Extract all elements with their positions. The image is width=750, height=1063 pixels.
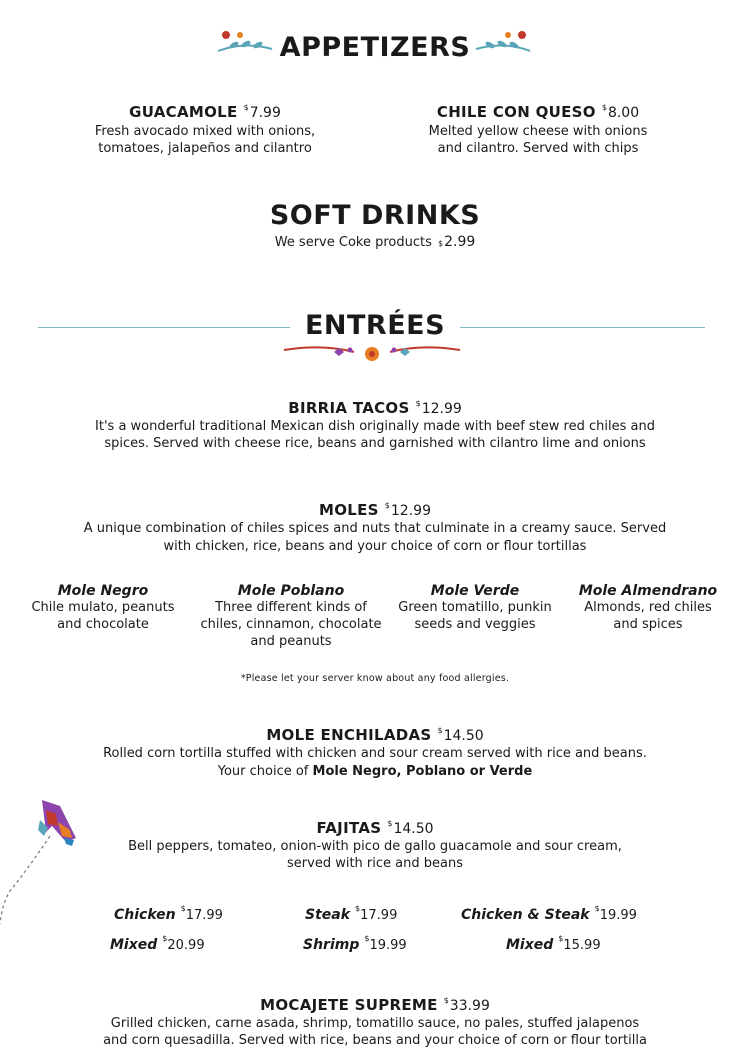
item-name: BIRRIA TACOS bbox=[288, 399, 410, 417]
item-name: MOLE ENCHILADAS bbox=[266, 726, 432, 744]
enchiladas-desc: Rolled corn tortilla stuffed with chicken and sour cream served with rice and beans. bbox=[103, 746, 647, 761]
moles-desc: A unique combination of chiles spices and nuts that culminate in a creamy sauce. Served bbox=[83, 521, 667, 536]
item-desc: Fresh avocado mixed with onions, bbox=[94, 124, 316, 139]
entrees-ornament bbox=[282, 342, 462, 366]
soft-drinks-text: We serve Coke products $2.99 bbox=[274, 234, 476, 250]
mole-type-name: Mole Verde bbox=[430, 583, 520, 599]
item-name: FAJITAS bbox=[316, 819, 382, 837]
fajita-option: Shrimp $19.99 bbox=[303, 934, 407, 953]
mole-type: Mole Negro Chile mulato, peanuts and chocolate bbox=[22, 583, 184, 633]
mole-type-name: Mole Negro bbox=[57, 583, 149, 599]
item-price: 12.99 bbox=[390, 503, 431, 519]
fajita-option: Mixed $20.99 bbox=[110, 934, 205, 953]
moles-title: MOLES $12.99 bbox=[319, 501, 431, 519]
appetizers-right-ornament bbox=[474, 27, 534, 57]
enchiladas-title: MOLE ENCHILADAS $14.50 bbox=[266, 726, 484, 744]
mocajete-title: MOCAJETE SUPREME $33.99 bbox=[260, 996, 490, 1014]
birria-desc: It's a wonderful traditional Mexican dish originally made with beef stew red chiles and bbox=[95, 419, 655, 434]
item-desc: Melted yellow cheese with onions bbox=[428, 124, 648, 139]
birria-title: BIRRIA TACOS $12.99 bbox=[288, 399, 462, 417]
item-price: 14.50 bbox=[393, 821, 434, 837]
fajita-option: Chicken $17.99 bbox=[114, 904, 223, 923]
item-price: 7.99 bbox=[249, 105, 281, 121]
entrees-heading: ENTRÉES bbox=[304, 310, 446, 341]
item-price: 14.50 bbox=[443, 728, 484, 744]
appetizer-item: CHILE CON QUESO $8.00 Melted yellow cheese with onions and cilantro. Served with chips bbox=[393, 102, 683, 157]
fajita-option: Mixed $15.99 bbox=[506, 934, 601, 953]
fajitas-title: FAJITAS $14.50 bbox=[316, 819, 434, 837]
soft-drinks-price: 2.99 bbox=[444, 234, 476, 250]
item-price: 12.99 bbox=[421, 401, 462, 417]
moles-desc: with chicken, rice, beans and your choice of corn or flour tortillas bbox=[163, 539, 587, 554]
appetizers-heading: APPETIZERS bbox=[279, 32, 471, 63]
mole-type: Mole Poblano Three different kinds of chiles, cinnamon, chocolate and peanuts bbox=[195, 583, 387, 650]
soft-drinks-heading: SOFT DRINKS bbox=[269, 200, 481, 231]
mole-type: Mole Almendrano Almonds, red chiles and spices bbox=[572, 583, 724, 633]
mole-type-name: Mole Poblano bbox=[237, 583, 345, 599]
item-desc: tomatoes, jalapeños and cilantro bbox=[98, 141, 312, 156]
item-name: MOLES bbox=[319, 501, 379, 519]
enchiladas-desc: Your choice of Mole Negro, Poblano or Verde bbox=[217, 764, 533, 779]
item-name: MOCAJETE SUPREME bbox=[260, 996, 438, 1014]
appetizer-item: GUACAMOLE $7.99 Fresh avocado mixed with onions, tomatoes, jalapeños and cilantro bbox=[60, 102, 350, 157]
mocajete-desc: Grilled chicken, carne asada, shrimp, tomatillo sauce, no pales, stuffed jalapenos bbox=[110, 1016, 640, 1031]
fajitas-desc: Bell peppers, tomateo, onion-with pico de gallo guacamole and sour cream, bbox=[128, 839, 622, 854]
birria-desc: spices. Served with cheese rice, beans and garnished with cilantro lime and onions bbox=[104, 436, 646, 451]
fajitas-desc: served with rice and beans bbox=[287, 856, 463, 871]
mole-type-name: Mole Almendrano bbox=[578, 583, 718, 599]
fajita-option: Steak $17.99 bbox=[305, 904, 398, 923]
allergy-note: *Please let your server know about any food allergies. bbox=[240, 673, 510, 684]
item-name: GUACAMOLE bbox=[129, 103, 238, 121]
item-desc: and cilantro. Served with chips bbox=[437, 141, 639, 156]
item-price: 8.00 bbox=[607, 105, 640, 121]
mole-type: Mole Verde Green tomatillo, punkin seeds and veggies bbox=[390, 583, 560, 633]
mocajete-desc: and corn quesadilla. Served with rice, beans and your choice of corn or flour tortilla bbox=[103, 1033, 647, 1048]
item-name: CHILE CON QUESO bbox=[436, 103, 596, 121]
item-price: 33.99 bbox=[449, 998, 490, 1014]
fajita-option: Chicken & Steak $19.99 bbox=[461, 904, 637, 923]
